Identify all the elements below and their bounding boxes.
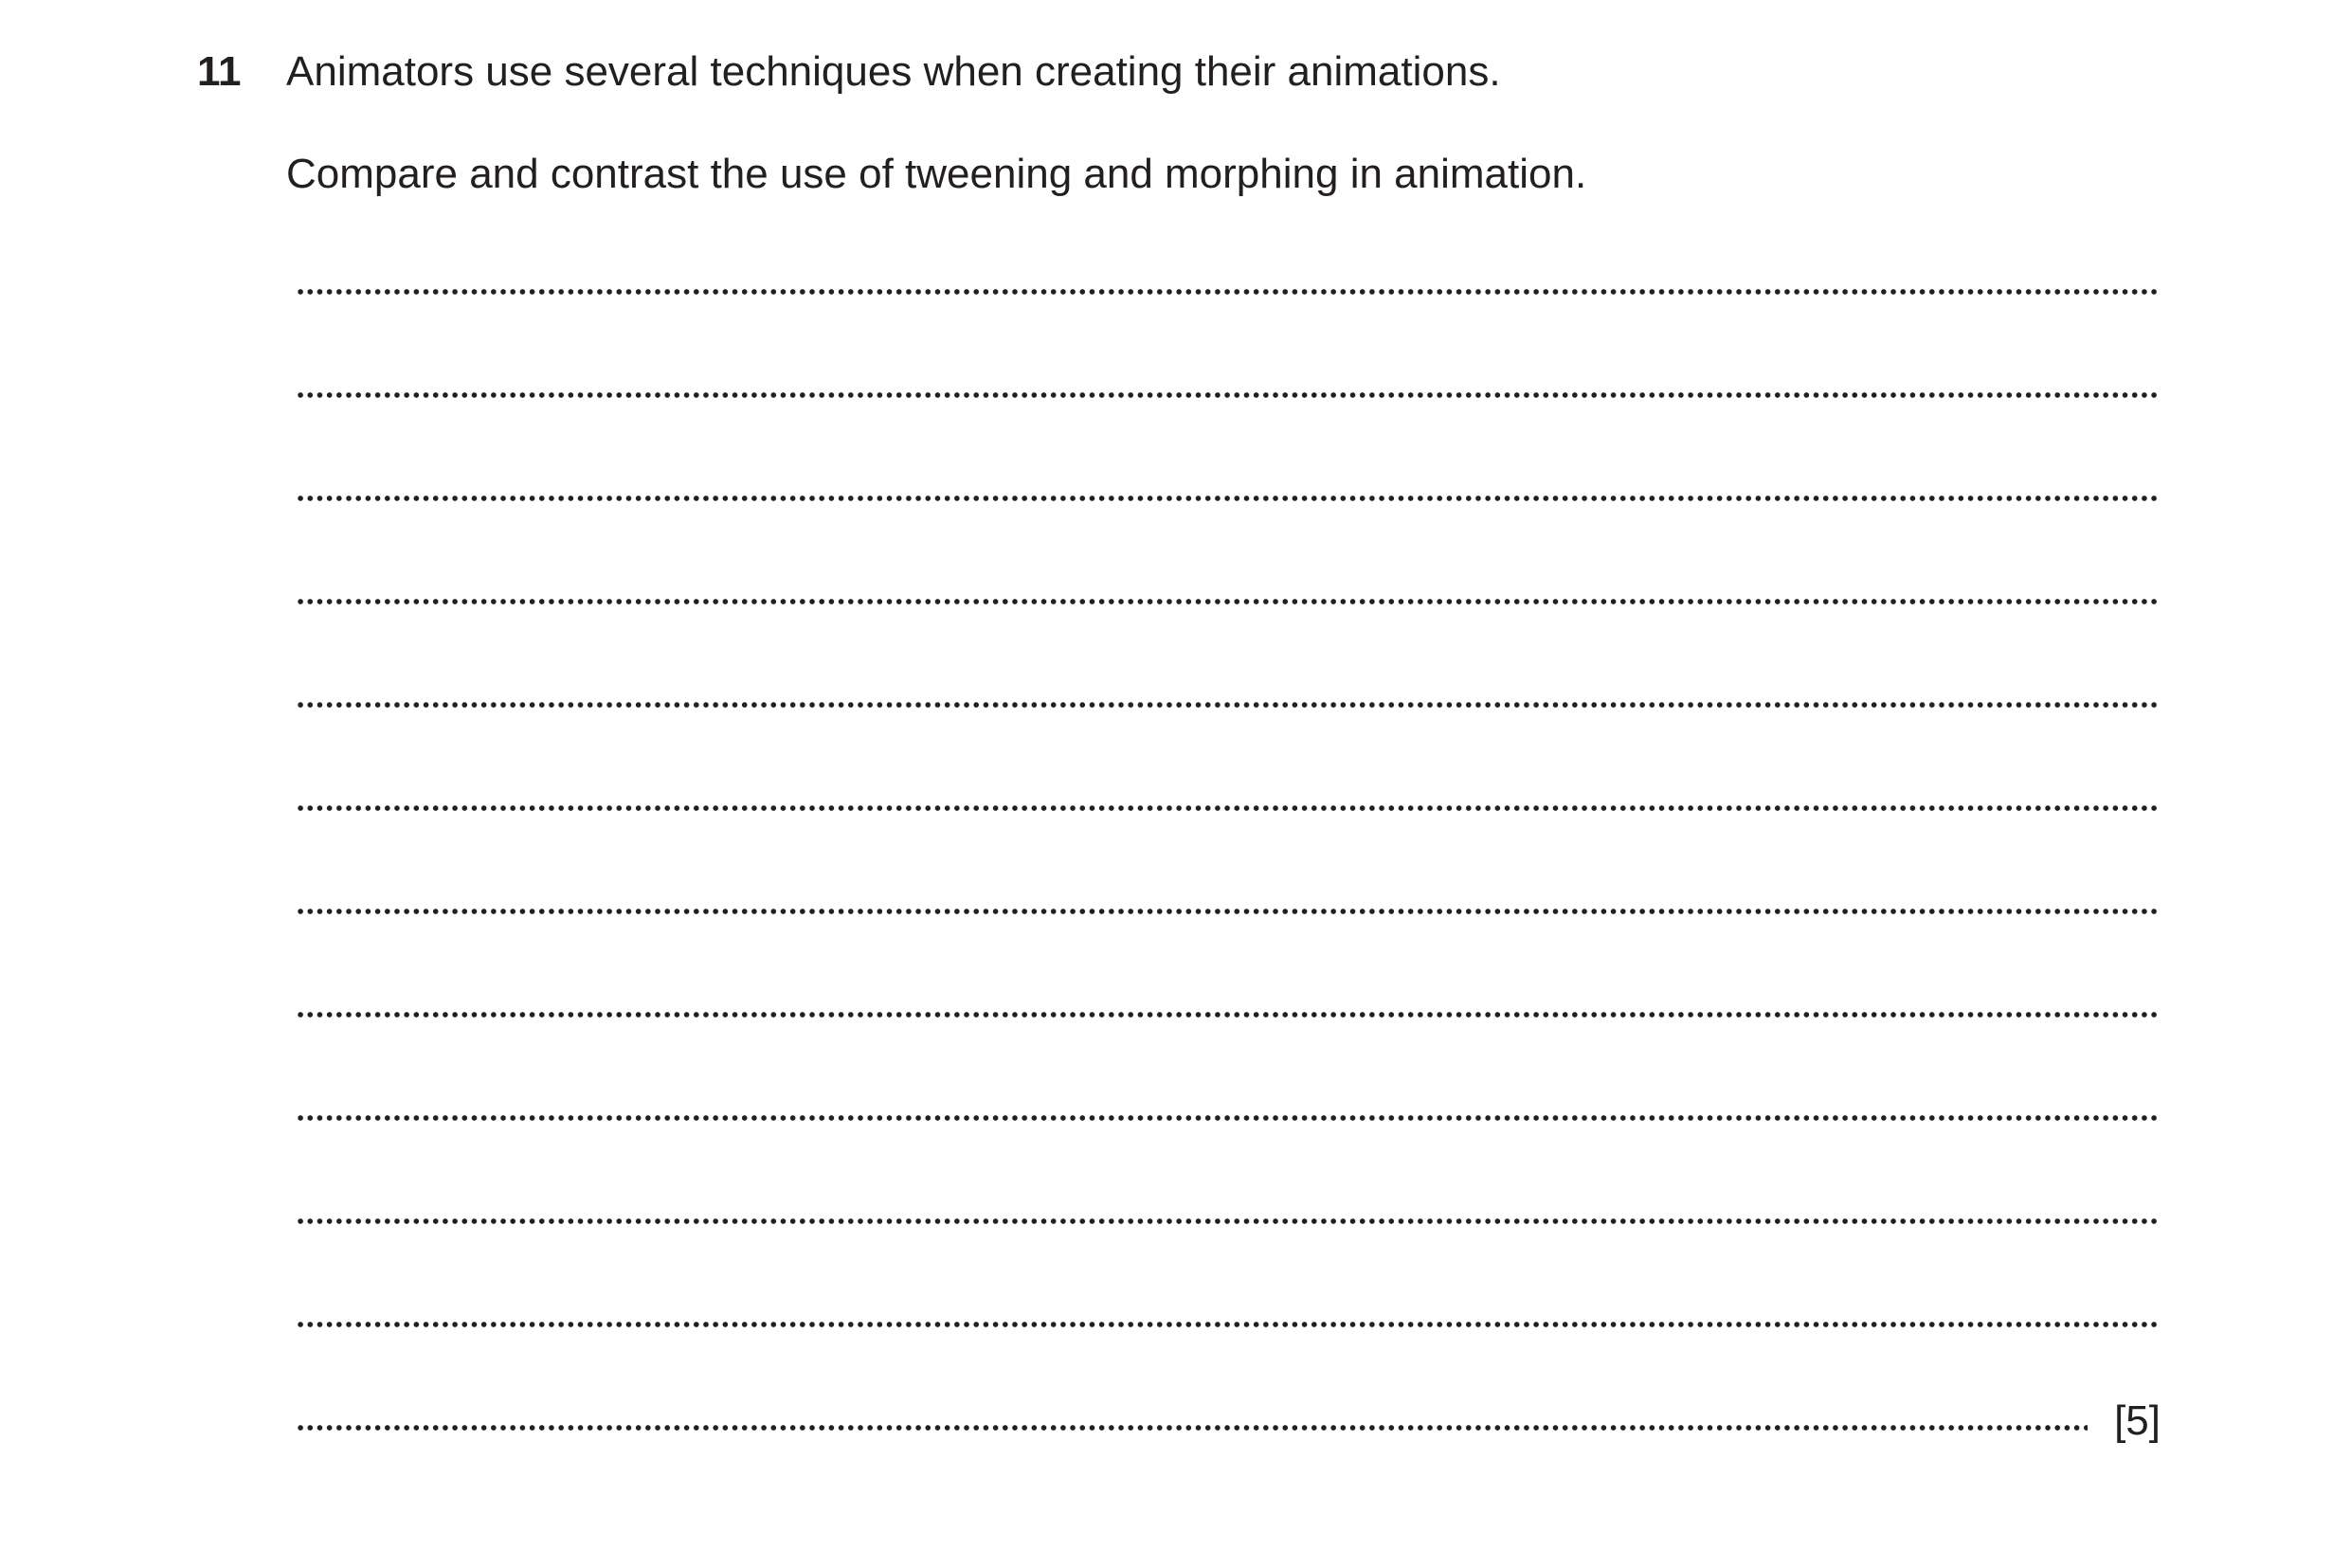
dotted-line [296, 599, 2161, 604]
dotted-line [296, 702, 2161, 708]
dotted-line [296, 1115, 2161, 1121]
dotted-line [296, 1218, 2161, 1224]
dotted-line [296, 1425, 2088, 1431]
answer-line[interactable] [296, 340, 2161, 443]
answer-line[interactable] [296, 1063, 2161, 1166]
answer-line[interactable] [296, 1373, 2161, 1476]
answer-line[interactable] [296, 753, 2161, 856]
question-prompt: Compare and contrast the use of tweening and morphing in animation. [286, 151, 1587, 197]
answer-line[interactable] [296, 960, 2161, 1063]
answer-line[interactable] [296, 856, 2161, 960]
dotted-line [296, 496, 2161, 501]
dotted-line [296, 392, 2161, 398]
dotted-line [296, 289, 2161, 295]
marks-label: [5] [2114, 1397, 2161, 1444]
answer-line[interactable] [296, 650, 2161, 753]
question-number: 11 [197, 48, 242, 95]
answer-area [296, 237, 2161, 1476]
answer-line[interactable] [296, 1270, 2161, 1373]
dotted-line [296, 1322, 2161, 1327]
dotted-line [296, 1012, 2161, 1018]
answer-line[interactable] [296, 237, 2161, 340]
question-intro: Animators use several techniques when creating their animations. [286, 48, 1501, 95]
answer-line[interactable] [296, 547, 2161, 650]
dotted-line [296, 805, 2161, 811]
answer-line[interactable] [296, 1166, 2161, 1270]
dotted-line [296, 909, 2161, 914]
answer-line[interactable] [296, 443, 2161, 547]
